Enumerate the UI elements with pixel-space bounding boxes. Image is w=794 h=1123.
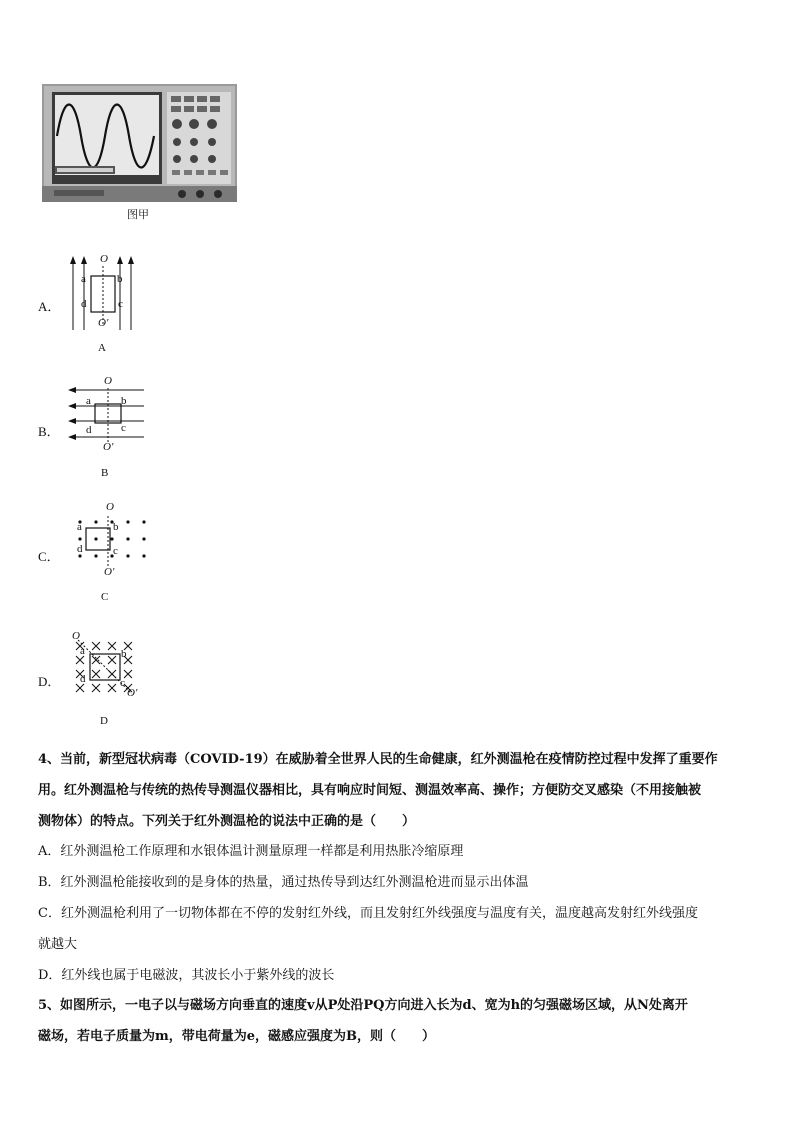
option-a-caption: A bbox=[98, 342, 106, 354]
field-cross bbox=[92, 684, 100, 692]
option-d-caption: D bbox=[100, 715, 108, 727]
field-cross bbox=[92, 642, 100, 650]
option-b-letter: B． bbox=[38, 424, 60, 439]
figure-caption: 图甲 bbox=[127, 209, 149, 221]
option-a-label-c: c bbox=[118, 298, 123, 310]
option-a-label-o: O bbox=[100, 253, 108, 265]
option-d-label-c: c bbox=[120, 677, 125, 689]
oscilloscope-photo bbox=[42, 84, 237, 202]
q4-choice-c-line1: C．红外测温枪利用了一切物体都在不停的发射红外线，而且发射红外线强度与温度有关，温度越高发射红外线强度 bbox=[38, 906, 698, 921]
option-a-letter: A． bbox=[38, 299, 61, 314]
field-cross bbox=[92, 656, 100, 664]
option-d-label-o: O bbox=[72, 630, 80, 642]
oscilloscope-figure bbox=[42, 84, 237, 202]
option-d-label-d: d bbox=[80, 673, 86, 685]
option-d-label-b: b bbox=[121, 648, 127, 660]
field-cross bbox=[108, 642, 116, 650]
option-d-letter: D． bbox=[38, 674, 61, 689]
q5-stem-line2: 磁场，若电子质量为m，带电荷量为e，磁感应强度为B，则（ ） bbox=[38, 1029, 436, 1044]
option-b-label-o: O bbox=[104, 375, 112, 387]
q4-choice-c-line2: 就越大 bbox=[38, 937, 78, 952]
option-c-label-c: c bbox=[113, 545, 118, 557]
q4-stem-line1: 4、当前，新型冠状病毒（COVID-19）在威胁着全世界人民的生命健康，红外测温枪在疫情防控过程中发挥了重要作 bbox=[38, 752, 718, 767]
field-dot bbox=[142, 537, 145, 540]
field-dot bbox=[142, 554, 145, 557]
field-cross bbox=[76, 684, 84, 692]
option-d-label-a: a bbox=[80, 645, 85, 657]
option-b-label-d: d bbox=[86, 424, 92, 436]
option-c-label-a: a bbox=[77, 521, 82, 533]
option-c-label-b: b bbox=[113, 521, 119, 533]
option-b-label-o2: O′ bbox=[103, 441, 114, 453]
option-b-label-b: b bbox=[121, 395, 127, 407]
field-dot bbox=[94, 537, 97, 540]
field-cross bbox=[76, 656, 84, 664]
field-dot bbox=[110, 537, 113, 540]
option-a-label-b: b bbox=[117, 273, 123, 285]
field-dot bbox=[78, 537, 81, 540]
field-dot bbox=[142, 520, 145, 523]
option-c-caption: C bbox=[101, 591, 109, 603]
option-c-label-o: O bbox=[106, 501, 114, 513]
option-a-label-a: a bbox=[81, 273, 86, 285]
option-a-label-d: d bbox=[81, 298, 87, 310]
option-c-label-d: d bbox=[77, 543, 83, 555]
option-a-label-o2: O′ bbox=[98, 317, 109, 329]
q4-choice-d: D．红外线也属于电磁波，其波长小于紫外线的波长 bbox=[38, 968, 335, 983]
option-d-label-o2: O′ bbox=[127, 687, 138, 699]
field-cross bbox=[108, 656, 116, 664]
option-b-caption: B bbox=[101, 467, 109, 479]
field-dot bbox=[126, 537, 129, 540]
q4-stem-line3: 测物体）的特点。下列关于红外测温枪的说法中正确的是（ ） bbox=[38, 814, 416, 829]
field-cross bbox=[108, 684, 116, 692]
field-cross bbox=[124, 670, 132, 678]
field-dot bbox=[94, 520, 97, 523]
field-dot bbox=[94, 554, 97, 557]
q4-choice-b: B．红外测温枪能接收到的是身体的热量，通过热传导到达红外测温枪进而显示出体温 bbox=[38, 875, 529, 890]
option-b-label-c: c bbox=[121, 422, 126, 434]
q5-stem-line1: 5、如图所示，一电子以与磁场方向垂直的速度v从P处沿PQ方向进入长为d、宽为h的匀强磁场区域，从N处离开 bbox=[38, 998, 688, 1013]
option-c-label-o2: O′ bbox=[104, 566, 115, 578]
field-cross bbox=[92, 670, 100, 678]
q4-choice-a: A．红外测温枪工作原理和水银体温计测量原理一样都是利用热胀冷缩原理 bbox=[38, 844, 464, 859]
q4-stem-line2: 用。红外测温枪与传统的热传导测温仪器相比，具有响应时间短、测温效率高、操作；方便防交叉感染（不用接触被 bbox=[38, 783, 702, 798]
option-b-label-a: a bbox=[86, 395, 91, 407]
option-c-letter: C． bbox=[38, 549, 60, 564]
field-dot bbox=[126, 520, 129, 523]
field-dot bbox=[126, 554, 129, 557]
